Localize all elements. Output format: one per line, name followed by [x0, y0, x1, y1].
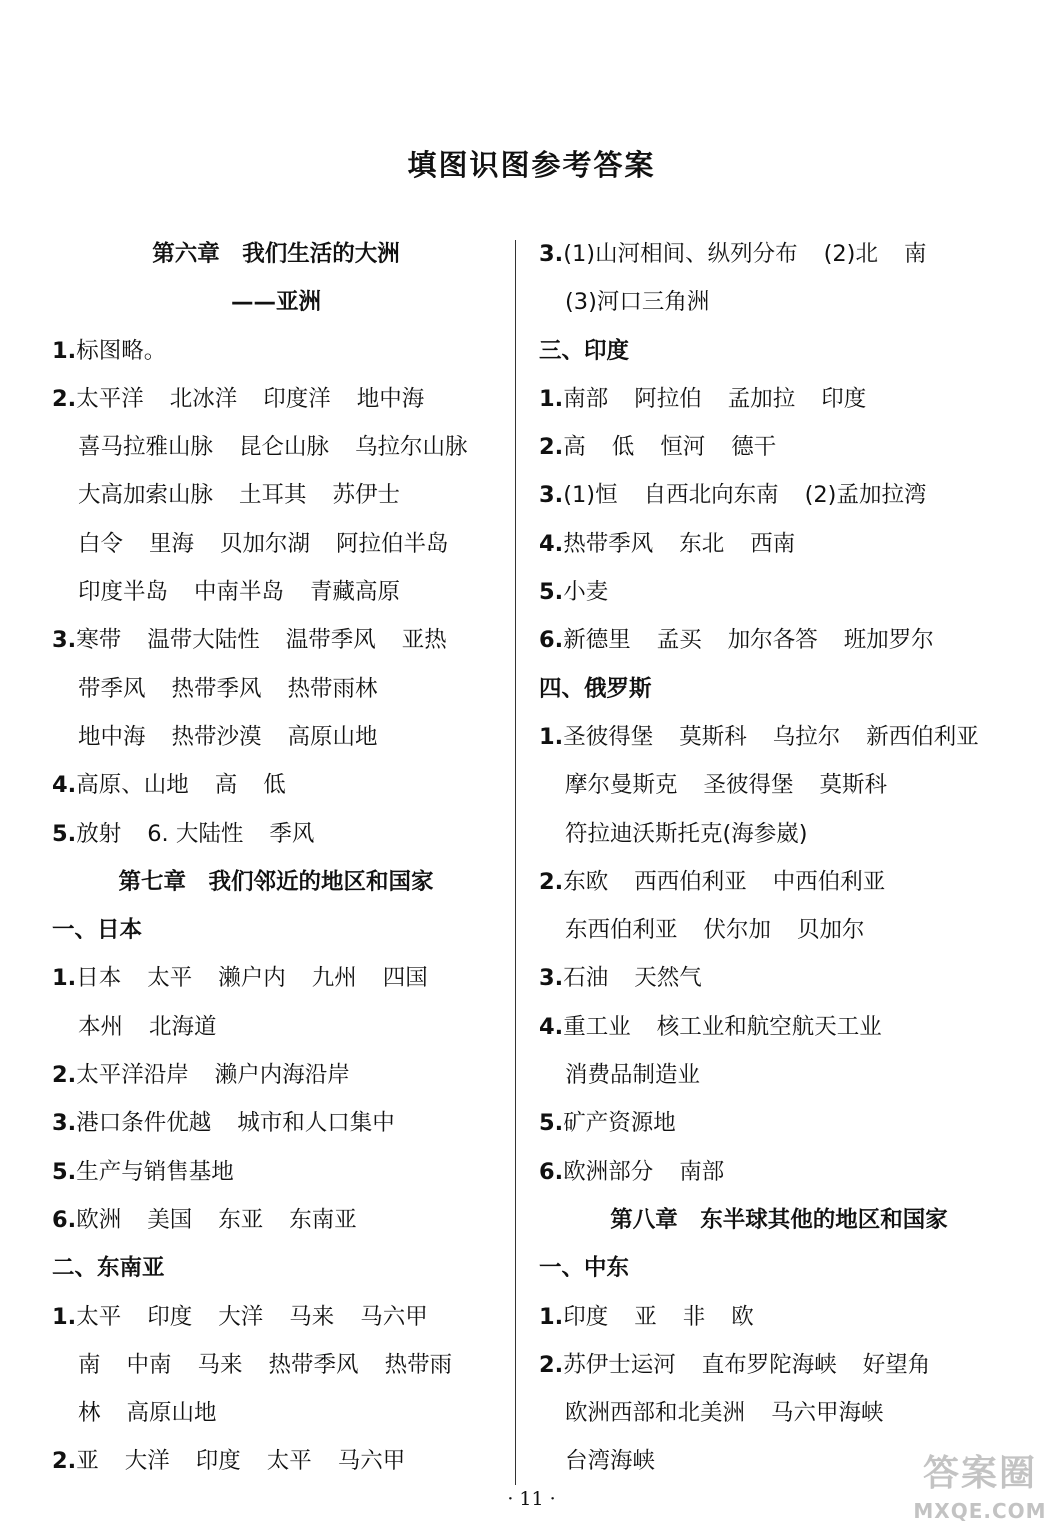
left-column [52, 230, 500, 1486]
chapter-heading: 第六章 我们生活的大洲 [152, 241, 400, 267]
answer-item: 新西伯利亚 [866, 723, 979, 750]
answer-line [539, 1099, 1019, 1147]
answer-item: 贝加尔 [797, 917, 865, 944]
question-number: 6. [539, 627, 564, 654]
answer-item: 带季风 [78, 675, 146, 702]
question-number: 2. [52, 1448, 77, 1475]
answer-item: 地中海 [356, 385, 425, 412]
question-number: 2. [539, 868, 564, 895]
answer-item: 小麦 [563, 579, 609, 606]
answer-item: 四国 [382, 965, 428, 992]
answer-item: 直布罗陀海峡 [701, 1351, 837, 1378]
answer-item: 太平洋沿岸 [76, 1062, 189, 1089]
answer-item: 北海道 [149, 1013, 217, 1040]
question-number: 1. [539, 723, 564, 750]
answer-item: 太平 [266, 1448, 312, 1475]
right-column [539, 230, 1019, 1486]
answer-item: 日本 [76, 965, 122, 992]
answer-line-continued [539, 278, 1019, 326]
answer-line [539, 230, 1019, 278]
answer-line-continued [52, 1389, 500, 1437]
answer-item: 东南亚 [289, 1206, 357, 1233]
answer-item: 矿产资源地 [563, 1110, 676, 1137]
answer-item: 中南半岛 [194, 579, 285, 606]
answer-item: 东北 [679, 530, 725, 557]
answer-item: 印度 [147, 1303, 193, 1330]
answer-line [52, 375, 500, 423]
answer-line [52, 1293, 500, 1341]
question-number: 1. [539, 385, 564, 412]
answer-line [539, 1003, 1019, 1051]
chapter-heading: ——亚洲 [230, 289, 321, 316]
answer-item: 寒带 [76, 627, 122, 654]
answer-line [539, 858, 1019, 906]
answer-item: 高 [214, 772, 238, 799]
answer-item: 季风 [269, 820, 315, 847]
watermark-logo [905, 1450, 1055, 1530]
answer-item: 本州 [78, 1013, 124, 1040]
answer-item: 生产与销售基地 [76, 1158, 234, 1185]
question-number: 6. [52, 1206, 77, 1233]
question-number: 3. [539, 241, 564, 267]
answer-item: 圣彼得堡 [563, 723, 654, 750]
answer-item: 南部 [563, 385, 609, 412]
answer-line-continued [539, 761, 1019, 809]
answer-item: 天然气 [634, 965, 702, 992]
answer-item: 大高加索山脉 [78, 482, 214, 509]
answer-item: 东亚 [218, 1206, 264, 1233]
page-number: · 11 · [507, 1488, 556, 1510]
answer-item: 德干 [731, 434, 777, 461]
section-heading: 一、中东 [539, 1255, 630, 1282]
question-number: 3. [52, 627, 77, 654]
question-number: 5. [539, 1110, 564, 1137]
answer-line [52, 616, 500, 664]
answer-item: 欧洲西部和北美洲 [565, 1400, 746, 1427]
answer-line [52, 954, 500, 1002]
answer-item: 苏伊士 [332, 482, 401, 509]
answer-item: 亚 [634, 1303, 657, 1330]
answer-item: 低 [611, 434, 635, 461]
question-number: 1. [52, 1303, 77, 1330]
answer-item: 太平 [147, 965, 193, 992]
answer-item: 濑户内 [218, 965, 286, 992]
answer-item: 九州 [311, 965, 357, 992]
answer-item: 北冰洋 [169, 385, 238, 412]
answer-line [52, 761, 500, 809]
question-number: 1. [539, 1303, 564, 1330]
answer-line [539, 1148, 1019, 1196]
answer-line [52, 1051, 500, 1099]
answer-item: 班加罗尔 [843, 627, 934, 654]
answer-item: 符拉迪沃斯托克(海参崴) [565, 820, 808, 847]
answer-item: 白令 [78, 530, 124, 557]
answer-item: (1)山河相间、纵列分布 [563, 241, 798, 267]
answer-item: 高原、山地 [76, 772, 189, 799]
answer-item: 马六甲 [360, 1303, 428, 1330]
answer-item: 亚热 [401, 627, 447, 654]
answer-item: 印度 [563, 1303, 609, 1330]
answer-item: 城市和人口集中 [237, 1110, 395, 1137]
answer-item: 低 [263, 772, 286, 799]
answer-item: 石油 [563, 965, 609, 992]
answer-line [52, 1148, 500, 1196]
answer-line [52, 810, 500, 858]
question-number: 3. [539, 965, 564, 992]
answer-line [52, 1437, 500, 1485]
answer-item: 大洋 [124, 1448, 170, 1475]
page-title: 填图识图参考答案 [407, 148, 656, 182]
answer-item: 好望角 [862, 1351, 931, 1378]
answer-item: 热带季风 [171, 675, 262, 702]
answer-line [539, 568, 1019, 616]
question-number: 4. [539, 530, 564, 557]
answer-item: 自西北向东南 [643, 482, 779, 509]
question-number: 4. [52, 772, 77, 799]
answer-item: 中西伯利亚 [772, 868, 886, 895]
answer-item: 东西伯利亚 [565, 917, 678, 944]
question-number: 3. [539, 482, 564, 509]
question-number: 2. [539, 1351, 564, 1378]
answer-item: 高 [563, 434, 586, 461]
answer-item: 濑户内海沿岸 [214, 1062, 350, 1089]
answer-line-continued [539, 1051, 1019, 1099]
answer-item: 亚 [76, 1448, 99, 1475]
answer-line-continued [52, 423, 500, 471]
answer-item: 地中海 [78, 723, 146, 750]
answer-item: 非 [682, 1303, 706, 1330]
answer-line-continued [52, 520, 500, 568]
answer-item: 热带沙漠 [171, 723, 262, 750]
answer-item: 孟加拉 [727, 385, 796, 412]
question-number: 2. [52, 385, 77, 412]
answer-item: 贝加尔湖 [220, 530, 311, 557]
answer-item: 中南 [126, 1351, 172, 1378]
answer-item: 阿拉伯 [634, 385, 702, 412]
answer-item: 东欧 [563, 868, 609, 895]
answer-item: 里海 [149, 530, 195, 557]
answer-item: 南 [903, 241, 927, 267]
answer-item: 摩尔曼斯克 [565, 772, 678, 799]
answer-item: 土耳其 [239, 482, 307, 509]
question-number: 5. [539, 579, 564, 606]
question-number: 4. [539, 1013, 564, 1040]
answer-item: 青藏高原 [310, 579, 401, 606]
answer-item: 印度洋 [263, 385, 331, 412]
chapter-heading: 第八章 东半球其他的地区和国家 [610, 1206, 948, 1233]
answer-item: 乌拉尔 [772, 723, 841, 750]
answer-item: 欧 [731, 1303, 754, 1330]
answer-item: 大洋 [218, 1303, 264, 1330]
answer-item: 美国 [147, 1206, 193, 1233]
answer-line-continued [52, 568, 500, 616]
answer-item: 苏伊士运河 [563, 1351, 676, 1378]
answer-item: 马六甲海峡 [771, 1400, 884, 1427]
answer-item: 伏尔加 [703, 917, 772, 944]
chapter-heading: 第七章 我们邻近的地区和国家 [118, 868, 434, 895]
answer-item: 放射 [76, 820, 122, 847]
section-heading: 四、俄罗斯 [539, 675, 652, 702]
answer-item: 高原山地 [287, 723, 378, 750]
question-number: 2. [539, 434, 564, 461]
answer-item: 乌拉尔山脉 [355, 434, 468, 461]
answer-item: 热带季风 [268, 1351, 359, 1378]
answer-line [52, 1099, 500, 1147]
answer-line [539, 713, 1019, 761]
answer-item: 港口条件优越 [76, 1110, 212, 1137]
answer-item: (1)恒 [563, 482, 618, 509]
question-number: 1. [52, 337, 77, 364]
answer-item: 热带季风 [563, 530, 654, 557]
answer-item: 欧洲部分 [563, 1158, 654, 1185]
answer-item: 林 [78, 1400, 101, 1427]
watermark-logo-url: MXQE.COM [913, 1499, 1047, 1523]
answer-line [539, 616, 1019, 664]
answer-line [539, 954, 1019, 1002]
answer-item: 温带大陆性 [147, 627, 260, 654]
question-number: 1. [52, 965, 77, 992]
answer-item: 重工业 [563, 1013, 631, 1040]
answer-item: 马来 [289, 1303, 335, 1330]
column-divider [515, 240, 516, 1485]
answer-item: 印度 [195, 1448, 241, 1475]
answer-item: (2)孟加拉湾 [804, 482, 927, 509]
answer-item: 标图略。 [76, 337, 167, 364]
answer-item: 消费品制造业 [565, 1062, 701, 1089]
question-number: 3. [52, 1110, 77, 1137]
answer-line-continued [539, 1389, 1019, 1437]
answer-item: 南 [78, 1351, 101, 1378]
section-heading: 二、东南亚 [52, 1255, 165, 1282]
answer-item: 南部 [679, 1158, 725, 1185]
answer-item: 欧洲 [76, 1206, 122, 1233]
question-number: 5. [52, 820, 77, 847]
answer-item: 莫斯科 [819, 772, 888, 799]
answer-item: 6. 大陆性 [147, 820, 244, 847]
answer-line [52, 1196, 500, 1244]
answer-item: 太平 [76, 1303, 122, 1330]
answer-item: 印度半岛 [78, 579, 169, 606]
answer-item: 热带雨 [384, 1351, 453, 1378]
answer-line [539, 423, 1019, 471]
answer-line [52, 327, 500, 375]
answer-item: 马来 [197, 1351, 243, 1378]
section-heading: 一、日本 [52, 917, 143, 944]
answer-line [539, 471, 1019, 519]
answer-item: 太平洋 [76, 385, 144, 412]
answer-item: 昆仑山脉 [239, 434, 330, 461]
answer-item: 热带雨林 [287, 675, 378, 702]
answer-item: 马六甲 [337, 1448, 406, 1475]
answer-item: 孟买 [656, 627, 702, 654]
answer-item: 西西伯利亚 [634, 868, 747, 895]
answer-item: 恒河 [660, 434, 706, 461]
answer-line-continued [539, 906, 1019, 954]
answer-item: 圣彼得堡 [703, 772, 794, 799]
answer-line [539, 1293, 1019, 1341]
answer-item: 高原山地 [126, 1400, 217, 1427]
watermark-logo-text: 答案圈 [922, 1453, 1037, 1494]
answer-item: 台湾海峡 [565, 1448, 656, 1475]
answer-line [539, 520, 1019, 568]
answer-item: 莫斯科 [679, 723, 747, 750]
section-heading: 三、印度 [539, 337, 630, 364]
answer-line-continued [539, 810, 1019, 858]
answer-line-continued [52, 471, 500, 519]
question-number: 6. [539, 1158, 564, 1185]
answer-item: 西南 [750, 530, 796, 557]
answer-item: 新德里 [563, 627, 631, 654]
answer-item: 喜马拉雅山脉 [78, 434, 214, 461]
answer-line-continued [52, 1341, 500, 1389]
question-number: 5. [52, 1158, 77, 1185]
answer-line-continued [52, 713, 500, 761]
answer-line [539, 375, 1019, 423]
answer-item: (2)北 [823, 241, 878, 267]
answer-line [539, 1341, 1019, 1389]
answer-item: 温带季风 [285, 627, 376, 654]
answer-item: 核工业和航空航天工业 [656, 1013, 882, 1040]
answer-item: 印度 [821, 385, 867, 412]
answer-item: (3)河口三角洲 [565, 289, 710, 316]
answer-item: 阿拉伯半岛 [336, 530, 449, 557]
answer-line-continued [52, 1003, 500, 1051]
answer-line-continued [52, 665, 500, 713]
answer-item: 加尔各答 [727, 627, 818, 654]
question-number: 2. [52, 1062, 77, 1089]
